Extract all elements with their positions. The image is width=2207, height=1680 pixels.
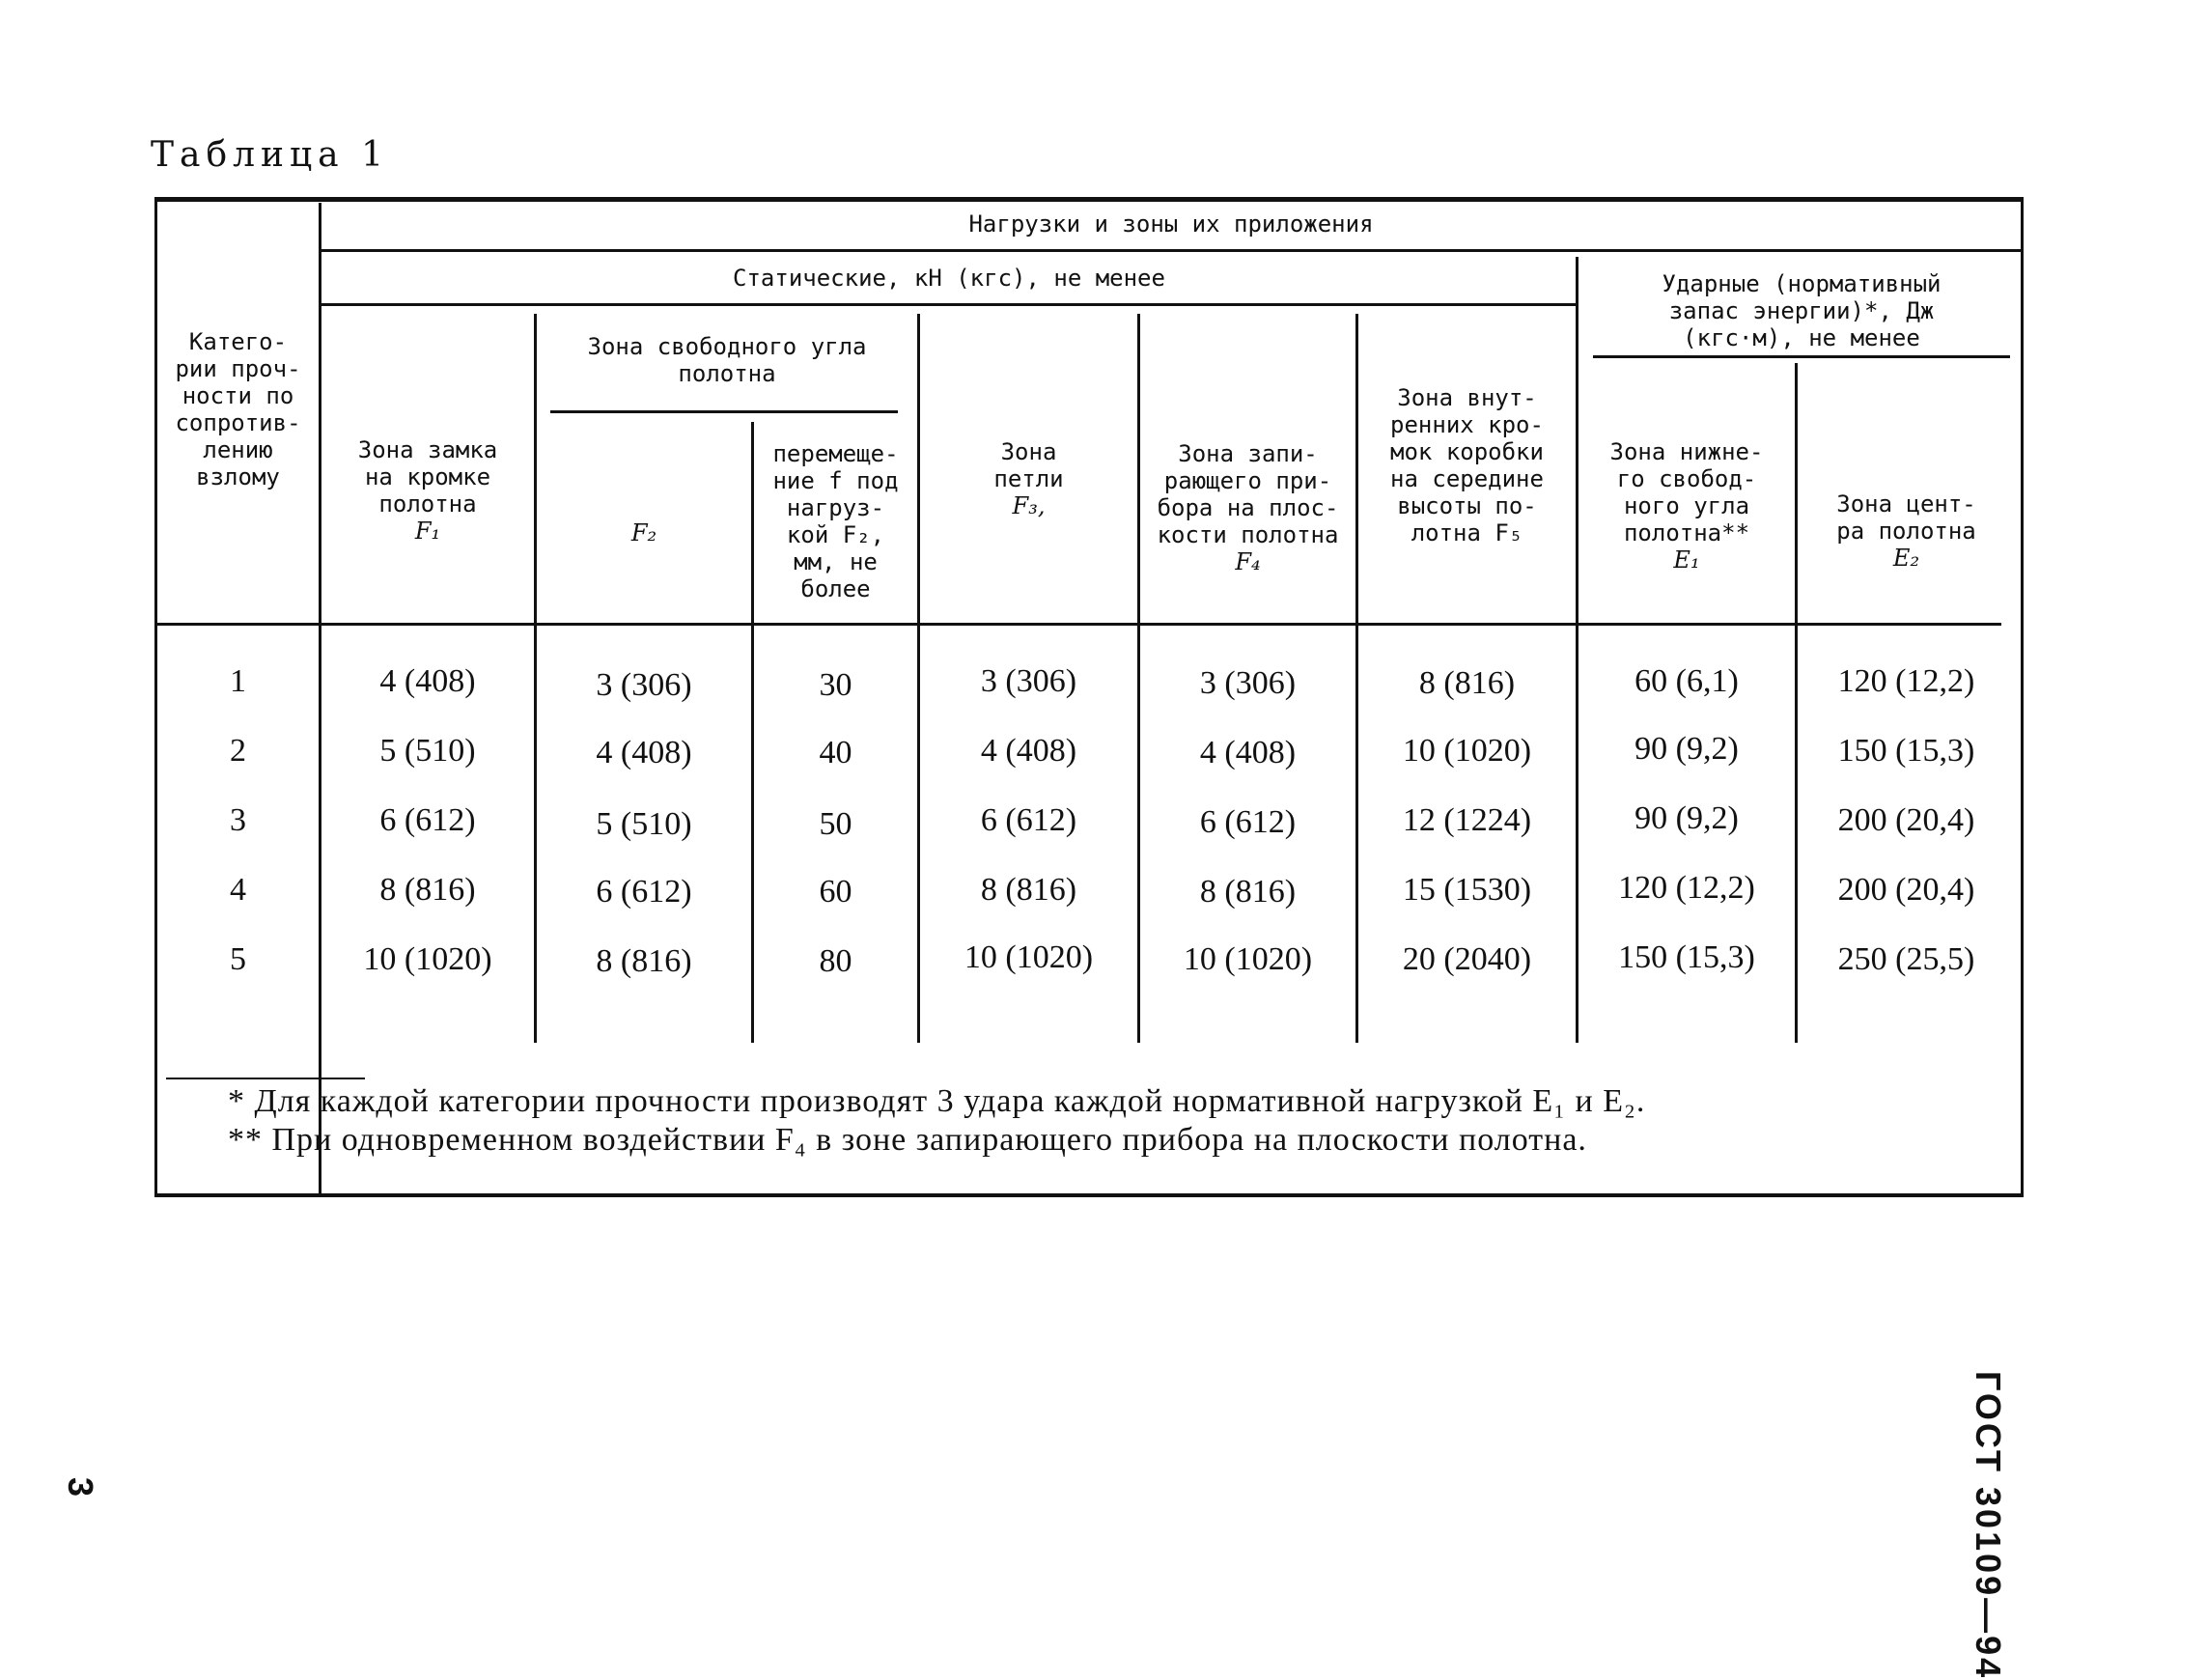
cell-f3: 10 (1020): [964, 939, 1094, 975]
header-hinge-zone: [920, 411, 1137, 546]
header-lower-corner: [1578, 411, 1795, 601]
cell-f3: 4 (408): [980, 733, 1077, 769]
header-locking-device-text: Зона запи- рающего при- бора на плос- кости полотна: [1157, 440, 1339, 548]
header-impact: Ударные (нормативный запас энергии)*, Дж (кгс·м), не менее: [1662, 270, 1942, 351]
cell-e2: 120 (12,2): [1837, 663, 1975, 699]
table-caption: Таблица 1: [151, 135, 389, 175]
cell-f3: 6 (612): [980, 802, 1077, 838]
footnote-simultaneous: ** При одновременном воздействии F₄ в зоне запирающего прибора на плоскости полотна.: [228, 1122, 1587, 1158]
header-lock-zone: [321, 409, 534, 572]
rule-h-loads: [321, 249, 2021, 252]
header-locking-device: [1140, 413, 1355, 602]
cell-e1: 120 (12,2): [1618, 870, 1755, 906]
header-hinge-zone-text: Зона петли: [993, 438, 1064, 492]
cell-f4: 4 (408): [1199, 735, 1297, 770]
cell-f1: 10 (1020): [363, 941, 492, 977]
cell-category: 4: [230, 872, 246, 908]
cell-category: 2: [230, 733, 246, 769]
footnote-impact: * Для каждой категории прочности производят 3 удара каждой нормативной нагрузкой E₁ и E₂.: [228, 1083, 1646, 1119]
cell-e1: 150 (15,3): [1618, 939, 1755, 975]
cell-f5: 10 (1020): [1402, 733, 1532, 769]
standard-designation: ГОСТ 30109—94: [1969, 1371, 2008, 1680]
rule-h-impact: [1593, 355, 2010, 358]
cell-f5: 20 (2040): [1402, 941, 1532, 977]
header-lower-corner-symbol: E₁: [1673, 546, 1700, 574]
rule-h-free-corner: [550, 410, 898, 413]
header-displacement: перемеще- ние f под нагруз- кой F₂, мм, не более: [772, 440, 899, 602]
cell-f5: 8 (816): [1418, 665, 1516, 701]
header-center-zone: [1798, 463, 2015, 599]
cell-e2: 200 (20,4): [1837, 872, 1975, 908]
cell-f4: 3 (306): [1199, 665, 1297, 701]
header-inner-edges: Зона внут- ренних кро- мок коробки на середине высоты по- лотна F₅: [1390, 384, 1544, 546]
cell-displacement: 30: [819, 667, 852, 703]
cell-f1: 5 (510): [379, 733, 476, 769]
cell-f2: 5 (510): [596, 806, 692, 842]
header-lock-zone-symbol: F₁: [414, 518, 441, 545]
cell-category: 1: [230, 663, 246, 699]
cell-f2: 6 (612): [596, 874, 692, 910]
cell-f3: 3 (306): [980, 663, 1077, 699]
cell-f5: 12 (1224): [1402, 802, 1532, 838]
rule-h-header-bottom: [157, 623, 2001, 626]
header-lower-corner-text: Зона нижне- го свобод- ного угла полотна**: [1609, 438, 1764, 546]
header-center-zone-text: Зона цент- ра полотна: [1836, 490, 1976, 545]
cell-f3: 8 (816): [980, 872, 1077, 908]
page-number: 3: [61, 1477, 100, 1498]
cell-e1: 60 (6,1): [1634, 663, 1739, 699]
header-f2-symbol: F₂: [630, 519, 657, 546]
header-free-corner: Зона свободного угла полотна: [587, 333, 867, 387]
rule-v-inner: [1576, 257, 1578, 1043]
rule-h-static: [321, 303, 1577, 306]
cell-f1: 6 (612): [379, 802, 476, 838]
header-center-zone-symbol: E₂: [1892, 545, 1920, 572]
footnote-rule: [166, 1078, 365, 1079]
header-category: Катего- рии проч- ности по сопротив- лению взлому: [175, 328, 301, 490]
cell-f1: 4 (408): [379, 663, 476, 699]
cell-f1: 8 (816): [379, 872, 476, 908]
cell-displacement: 40: [819, 735, 852, 770]
cell-e2: 150 (15,3): [1837, 733, 1975, 769]
header-hinge-zone-symbol: F₃,: [1012, 492, 1046, 519]
cell-f2: 4 (408): [596, 735, 692, 770]
cell-displacement: 60: [819, 874, 852, 910]
cell-displacement: 80: [819, 943, 852, 979]
cell-f5: 15 (1530): [1402, 872, 1532, 908]
header-static: Статические, кН (кгс), не менее: [733, 265, 1165, 292]
cell-f2: 8 (816): [596, 943, 692, 979]
cell-f4: 8 (816): [1199, 874, 1297, 910]
cell-e2: 250 (25,5): [1837, 941, 1975, 977]
header-lock-zone-text: Зона замка на кромке полотна: [357, 436, 498, 518]
cell-category: 3: [230, 802, 246, 838]
cell-category: 5: [230, 941, 246, 977]
cell-f4: 6 (612): [1199, 804, 1297, 840]
header-loads-zones: Нагрузки и зоны их приложения: [968, 210, 1374, 238]
header-locking-device-symbol: F₄: [1235, 548, 1261, 575]
cell-f4: 10 (1020): [1183, 941, 1313, 977]
cell-e1: 90 (9,2): [1634, 731, 1739, 767]
cell-e1: 90 (9,2): [1634, 800, 1739, 836]
cell-e2: 200 (20,4): [1837, 802, 1975, 838]
cell-f2: 3 (306): [596, 667, 692, 703]
cell-displacement: 50: [819, 806, 852, 842]
